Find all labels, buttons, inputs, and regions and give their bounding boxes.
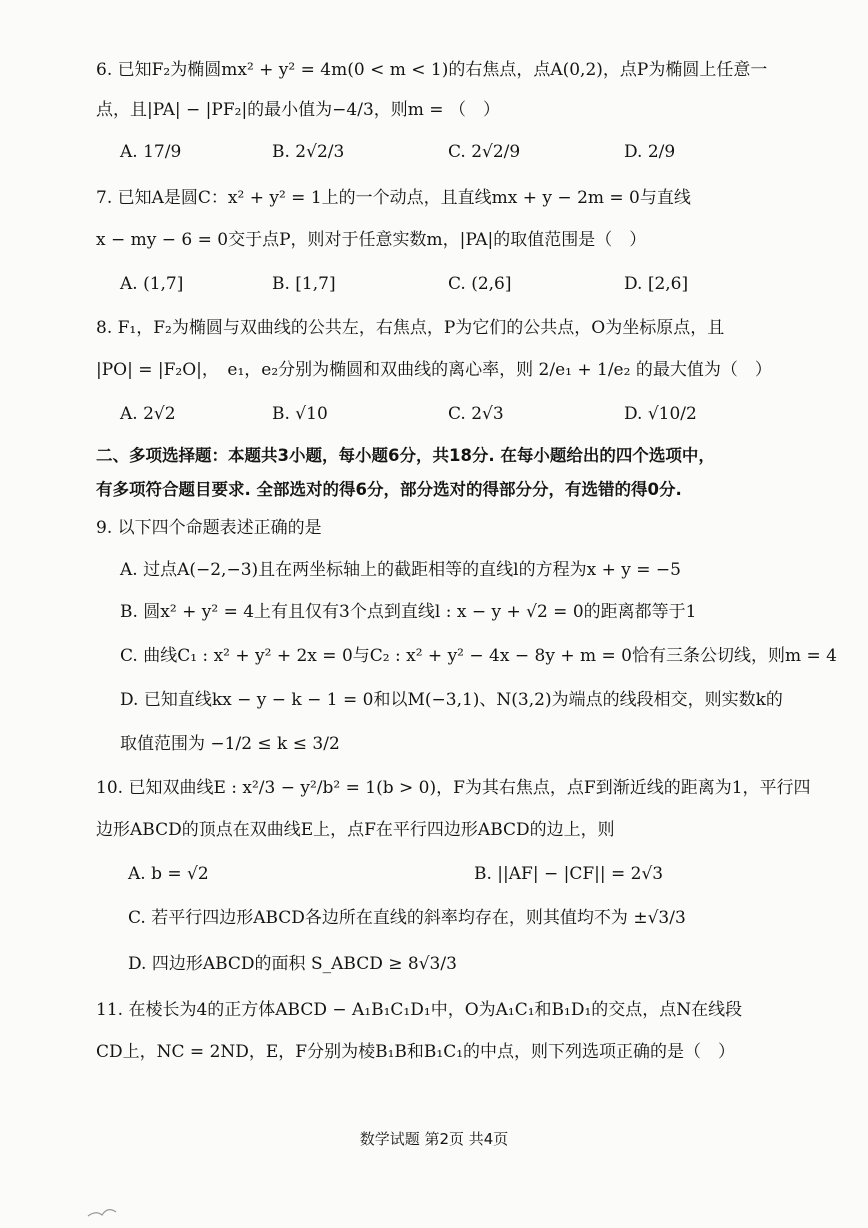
q10-option-d: D. 四边形ABCD的面积 S_ABCD ≥ 8√3/3 xyxy=(128,954,457,974)
q9-option-d-line1: D. 已知直线kx − y − k − 1 = 0和以M(−3,1)、N(3,2)为端点的线段相交，则实数k的 xyxy=(120,690,783,710)
q9-stem: 9. 以下四个命题表述正确的是 xyxy=(96,518,322,538)
q8-option-d: D. √10/2 xyxy=(624,404,697,424)
q8-option-b: B. √10 xyxy=(272,404,328,424)
section2-heading-line2: 有多项符合题目要求. 全部选对的得6分，部分选对的得部分分，有选错的得0分. xyxy=(96,480,682,499)
q7-option-a: A. (1,7] xyxy=(120,274,184,294)
q6-option-d: D. 2/9 xyxy=(624,142,676,162)
q10-option-c: C. 若平行四边形ABCD各边所在直线的斜率均存在，则其值均不为 ±√3/3 xyxy=(128,908,686,928)
q10-option-b: B. ||AF| − |CF|| = 2√3 xyxy=(474,864,664,884)
q8-option-c: C. 2√3 xyxy=(448,404,504,424)
q6-line2: 点，且|PA| − |PF₂|的最小值为−4/3，则m = （ ） xyxy=(96,100,500,120)
q9-option-c: C. 曲线C₁ : x² + y² + 2x = 0与C₂ : x² + y² − 4x − 8y + m = 0恰有三条公切线，则m = 4 xyxy=(120,646,837,666)
q6-option-b: B. 2√2/3 xyxy=(272,142,345,162)
q7-option-b: B. [1,7] xyxy=(272,274,336,294)
pen-scribble-icon xyxy=(84,1200,124,1220)
q9-option-b: B. 圆x² + y² = 4上有且仅有3个点到直线l : x − y + √2 = 0的距离都等于1 xyxy=(120,602,697,622)
q10-line1: 10. 已知双曲线E : x²/3 − y²/b² = 1(b > 0)，F为其右焦点，点F到渐近线的距离为1，平行四 xyxy=(96,778,811,798)
q8-line1: 8. F₁，F₂为椭圆与双曲线的公共左，右焦点，P为它们的公共点，O为坐标原点，且 xyxy=(96,318,725,338)
q11-line1: 11. 在棱长为4的正方体ABCD − A₁B₁C₁D₁中，O为A₁C₁和B₁D₁的交点，点N在线段 xyxy=(96,1000,743,1020)
q6-option-c: C. 2√2/9 xyxy=(448,142,521,162)
q9-option-a: A. 过点A(−2,−3)且在两坐标轴上的截距相等的直线l的方程为x + y = −5 xyxy=(120,560,681,580)
section2-heading-line1: 二、多项选择题：本题共3小题，每小题6分，共18分. 在每小题给出的四个选项中， xyxy=(96,446,715,465)
page-footer: 数学试题 第2页 共4页 xyxy=(359,1130,509,1148)
q8-option-a: A. 2√2 xyxy=(120,404,176,424)
q7-option-c: C. (2,6] xyxy=(448,274,512,294)
q6-option-a: A. 17/9 xyxy=(120,142,182,162)
q7-line1: 7. 已知A是圆C：x² + y² = 1上的一个动点，且直线mx + y − 2m = 0与直线 xyxy=(96,188,691,208)
q9-option-d-line2: 取值范围为 −1/2 ≤ k ≤ 3/2 xyxy=(120,734,340,754)
q10-option-a: A. b = √2 xyxy=(128,864,209,884)
q8-line2: |PO| = |F₂O|， e₁，e₂分别为椭圆和双曲线的离心率，则 2/e₁ + 1/e₂ 的最大值为（ ） xyxy=(96,360,772,380)
q7-line2: x − my − 6 = 0交于点P，则对于任意实数m，|PA|的取值范围是（ ） xyxy=(96,230,647,250)
q7-option-d: D. [2,6] xyxy=(624,274,689,294)
q11-line2: CD上，NC = 2ND，E，F分别为棱B₁B和B₁C₁的中点，则下列选项正确的是（ ） xyxy=(96,1042,736,1062)
q6-line1: 6. 已知F₂为椭圆mx² + y² = 4m(0 < m < 1)的右焦点，点A(0,2)，点P为椭圆上任意一 xyxy=(96,60,768,80)
q10-line2: 边形ABCD的顶点在双曲线E上，点F在平行四边形ABCD的边上，则 xyxy=(96,820,615,840)
